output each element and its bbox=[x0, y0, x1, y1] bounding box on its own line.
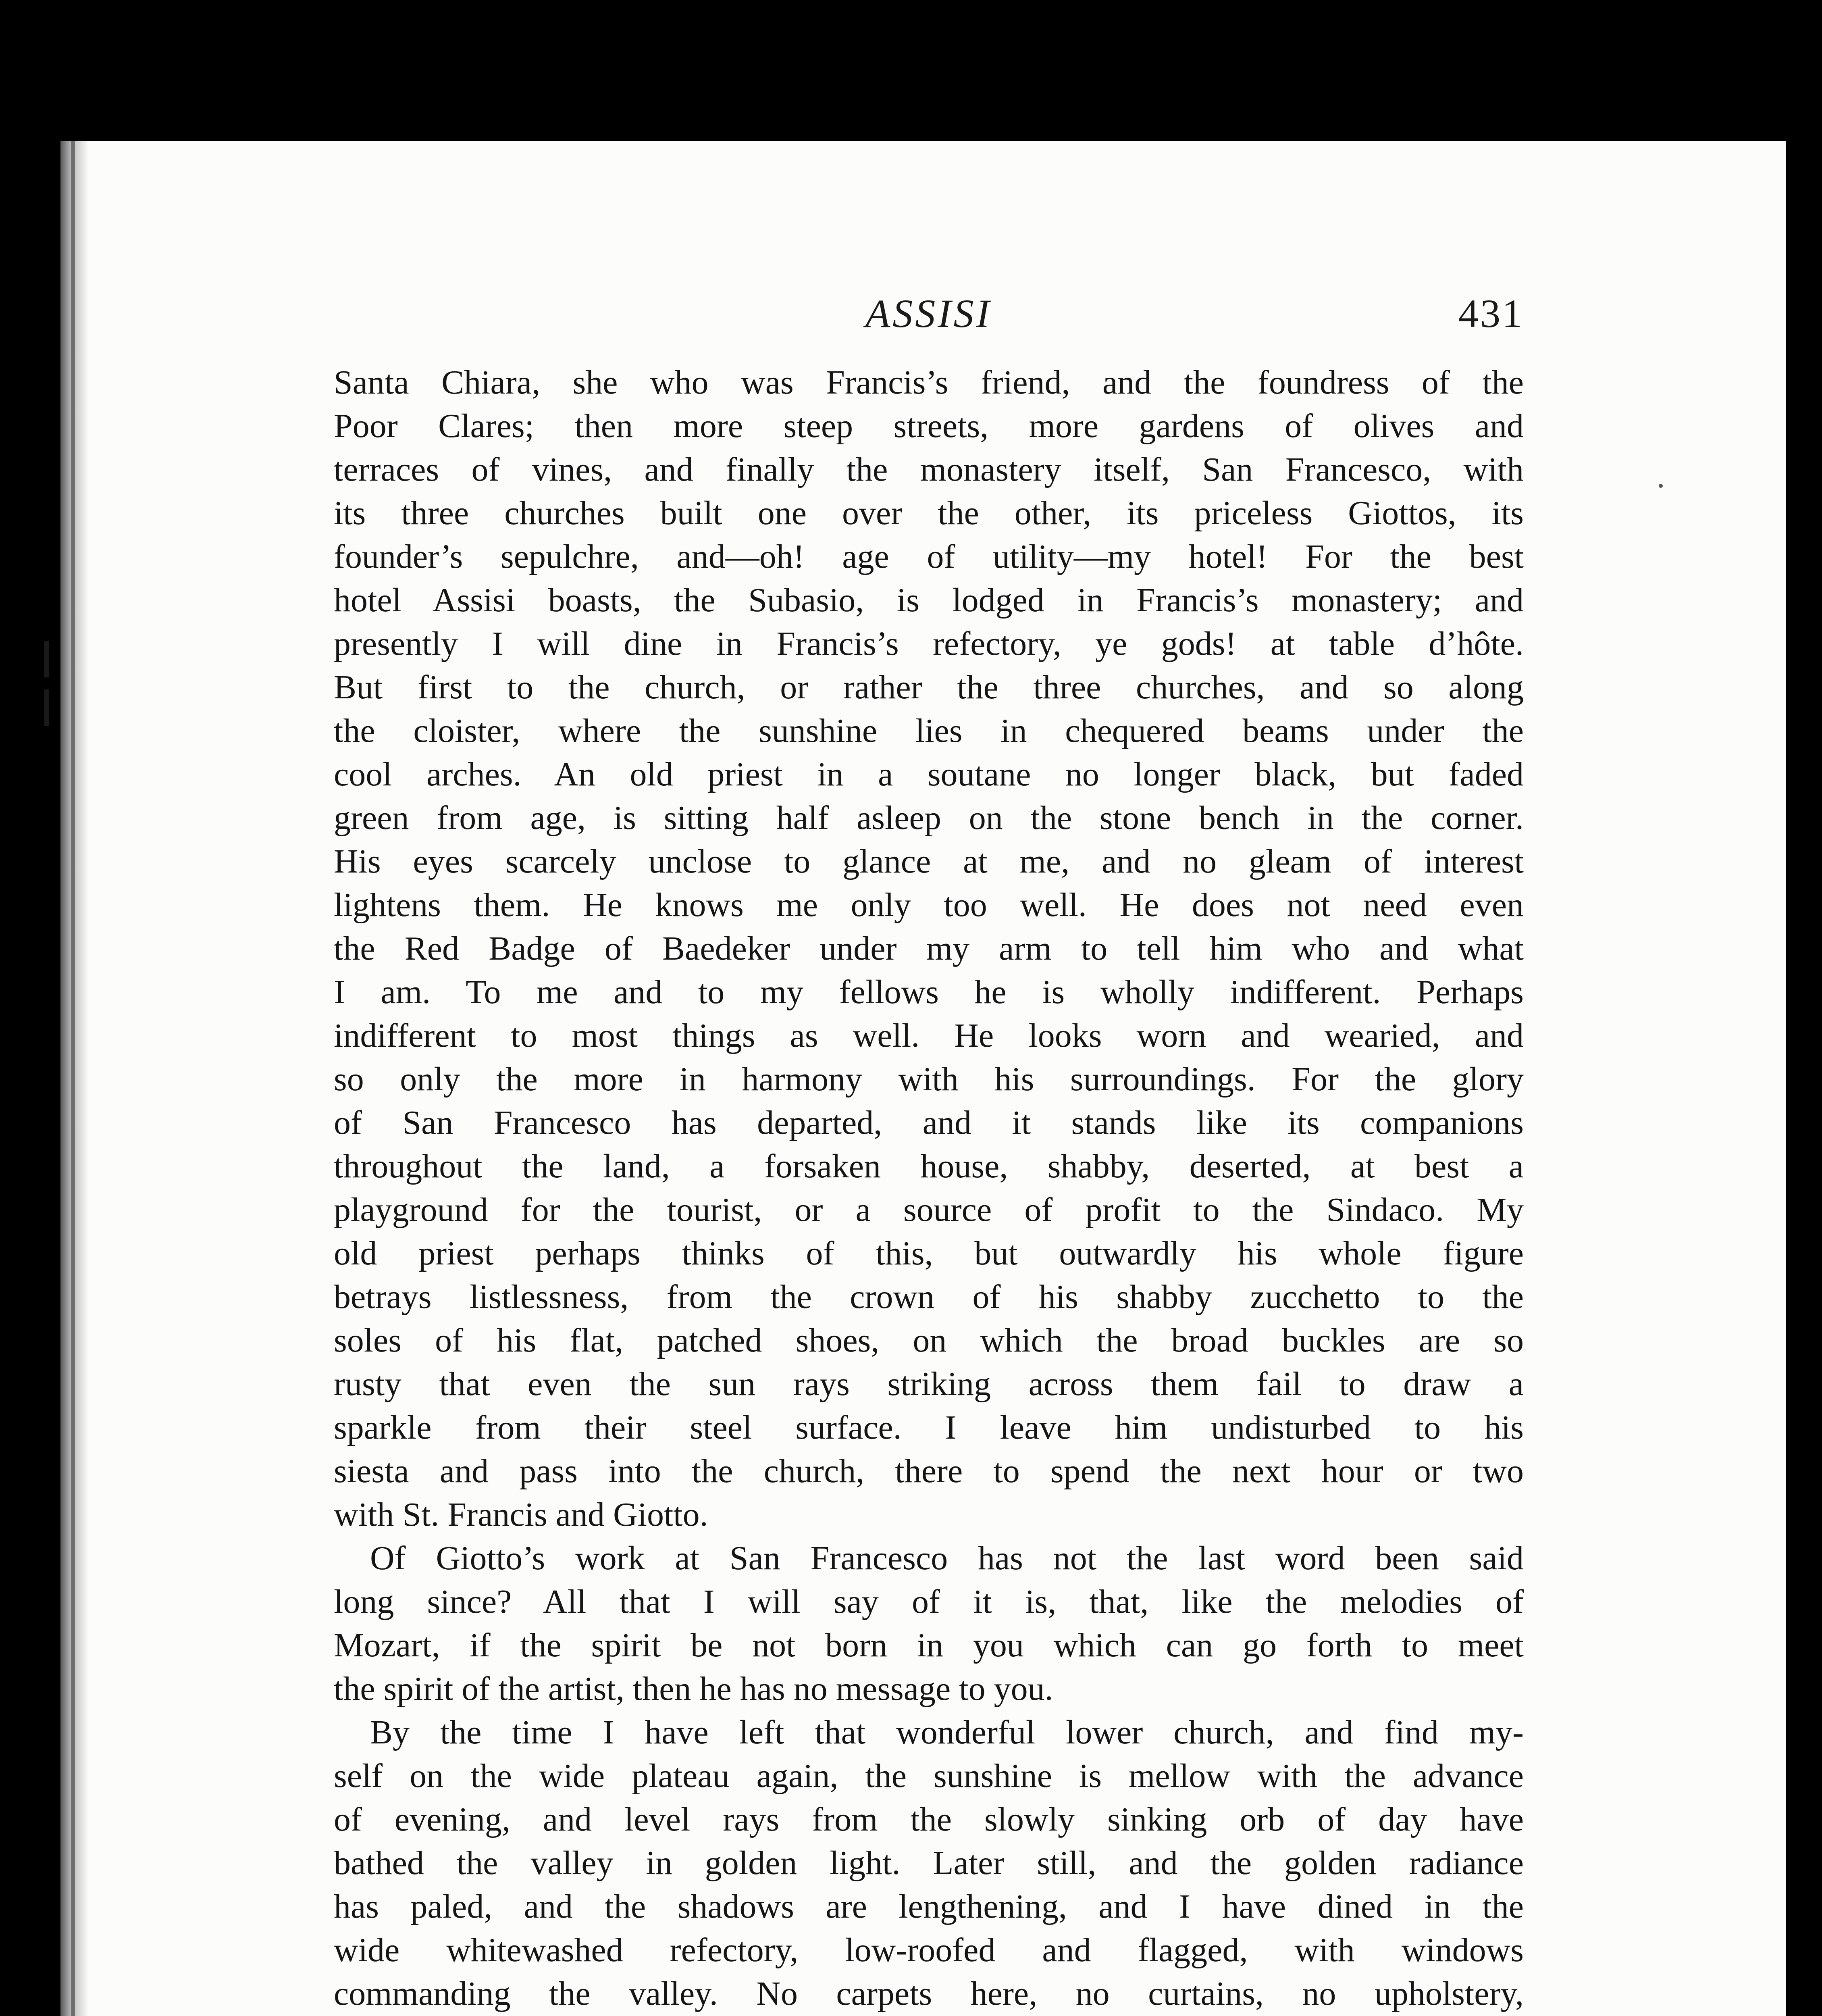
text-line: with St. Francis and Giotto. bbox=[334, 1496, 708, 1533]
text-line: its three churches built one over the other, its priceless Giottos, its bbox=[334, 494, 1524, 532]
running-head bbox=[334, 290, 1524, 343]
text-line: so only the more in harmony with his surroundings. For the glory bbox=[334, 1060, 1524, 1098]
text-line: By the time I have left that wonderful lower church, and find my- bbox=[370, 1714, 1524, 1751]
text-line: betrays listlessness, from the crown of his shabby zucchetto to the bbox=[334, 1278, 1524, 1316]
running-title: ASSISI bbox=[865, 291, 992, 336]
text-line: wide whitewashed refectory, low-roofed and flagged, with windows bbox=[334, 1931, 1524, 1969]
text-line: self on the wide plateau again, the sunshine is mellow with the advance bbox=[334, 1757, 1524, 1795]
text-line: His eyes scarcely unclose to glance at me, and no gleam of interest bbox=[334, 843, 1524, 880]
paper-speck bbox=[1659, 484, 1663, 488]
text-line: rusty that even the sun rays striking across them fail to draw a bbox=[334, 1365, 1524, 1403]
page-gutter-line bbox=[71, 141, 75, 2016]
text-line: siesta and pass into the church, there to spend the next hour or two bbox=[334, 1452, 1524, 1490]
text-line: long since? All that I will say of it is, that, like the melodies of bbox=[334, 1583, 1524, 1620]
text-line: of San Francesco has departed, and it stands like its companions bbox=[334, 1104, 1524, 1141]
text-line: the Red Badge of Baedeker under my arm to tell him who and what bbox=[334, 930, 1524, 967]
text-line: hotel Assisi boasts, the Subasio, is lodged in Francis’s monastery; and bbox=[334, 581, 1524, 619]
text-line: has paled, and the shadows are lengthening, and I have dined in the bbox=[334, 1888, 1524, 1925]
text-line: the spirit of the artist, then he has no message to you. bbox=[334, 1670, 1053, 1708]
page-number: 431 bbox=[1458, 291, 1524, 336]
text-line: commanding the valley. No carpets here, no curtains, no upholstery, bbox=[334, 1975, 1524, 2012]
text-line: I am. To me and to my fellows he is wholly indifferent. Perhaps bbox=[334, 973, 1524, 1011]
text-line: Of Giotto’s work at San Francesco has not the last word been said bbox=[370, 1539, 1524, 1577]
text-line: green from age, is sitting half asleep on the stone bench in the corner. bbox=[334, 799, 1524, 837]
text-line: bathed the valley in golden light. Later still, and the golden radiance bbox=[334, 1844, 1524, 1882]
text-line: terraces of vines, and finally the monastery itself, San Francesco, with bbox=[334, 451, 1524, 488]
text-line: cool arches. An old priest in a soutane no longer black, but faded bbox=[334, 756, 1524, 793]
text-line: sparkle from their steel surface. I leave him undisturbed to his bbox=[334, 1409, 1524, 1446]
text-line: lightens them. He knows me only too well. He does not need even bbox=[334, 886, 1524, 924]
text-line: of evening, and level rays from the slowly sinking orb of day have bbox=[334, 1801, 1524, 1838]
text-line: Mozart, if the spirit be not born in you which can go forth to meet bbox=[334, 1627, 1524, 1664]
text-line: soles of his flat, patched shoes, on which the broad buckles are so bbox=[334, 1322, 1524, 1359]
text-line: indifferent to most things as well. He looks worn and wearied, and bbox=[334, 1017, 1524, 1054]
binding-mark bbox=[44, 689, 49, 726]
text-line: presently I will dine in Francis’s refectory, ye gods! at table d’hôte. bbox=[334, 625, 1524, 662]
binding-mark bbox=[44, 641, 49, 677]
text-line: Santa Chiara, she who was Francis’s friend, and the foundress of the bbox=[334, 364, 1524, 401]
text-line: Poor Clares; then more steep streets, more gardens of olives and bbox=[334, 407, 1524, 445]
text-line: playground for the tourist, or a source of profit to the Sindaco. My bbox=[334, 1191, 1524, 1229]
text-line: old priest perhaps thinks of this, but outwardly his whole figure bbox=[334, 1235, 1524, 1272]
text-line: But first to the church, or rather the three churches, and so along bbox=[334, 669, 1524, 706]
body-text bbox=[334, 361, 1524, 2016]
text-line: founder’s sepulchre, and—oh! age of utility—my hotel! For the best bbox=[334, 538, 1524, 575]
text-line: throughout the land, a forsaken house, shabby, deserted, at best a bbox=[334, 1148, 1524, 1185]
text-line: the cloister, where the sunshine lies in chequered beams under the bbox=[334, 712, 1524, 750]
